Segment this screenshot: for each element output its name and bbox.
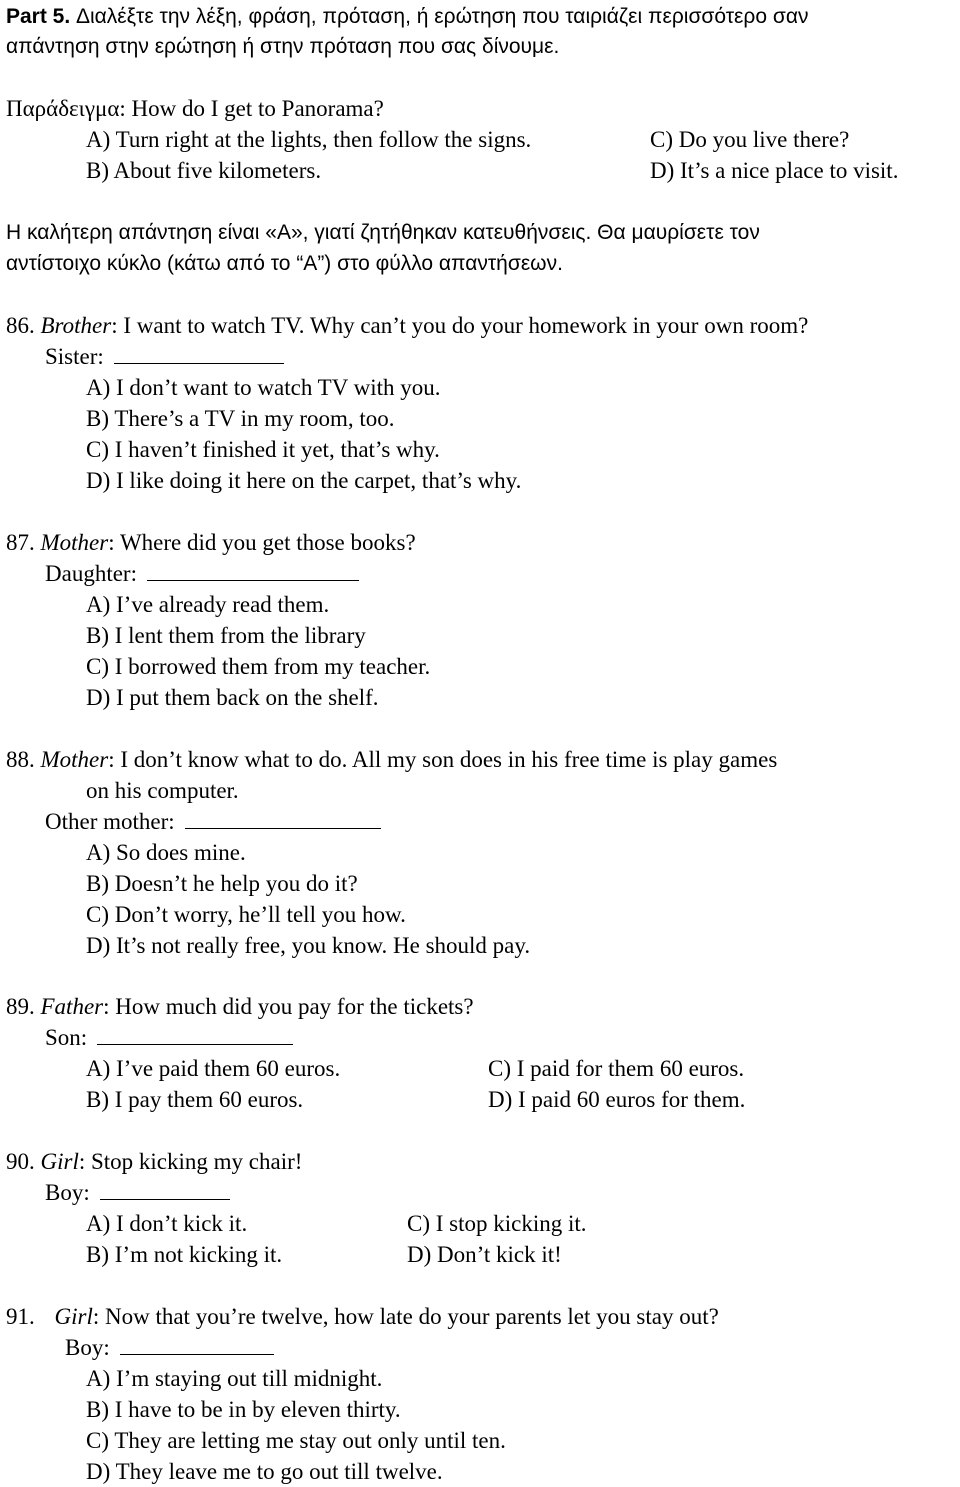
question-text: : Where did you get those books? (108, 530, 416, 555)
example-option-d: D) It’s a nice place to visit. (650, 158, 899, 183)
example-explanation-2: αντίστοιχο κύκλο (κάτω από το “A”) στο φύλλο απαντήσεων. (6, 252, 563, 275)
question-90-responder: Boy: (45, 1177, 230, 1208)
question-88-prompt (6, 744, 777, 775)
question-number: 87. (6, 530, 35, 555)
question-89-responder: Son: (45, 1022, 293, 1053)
question-87-option-a: A) I’ve already read them. (86, 592, 330, 617)
answer-blank (97, 1024, 293, 1045)
example-prompt: Παράδειγμα: How do I get to Panorama? (6, 96, 384, 121)
question-text: : I want to watch TV. Why can’t you do your homework in your own room? (111, 313, 809, 338)
answer-blank (100, 1179, 230, 1200)
question-text: : I don’t know what to do. All my son does in his free time is play games (108, 747, 778, 772)
example-option-a: A) Turn right at the lights, then follow the signs. (86, 127, 532, 152)
question-90-prompt (6, 1146, 302, 1177)
question-86-option-a: A) I don’t want to watch TV with you. (86, 375, 441, 400)
question-87-prompt (6, 527, 416, 558)
instructions-text-1: Διαλέξτε την λέξη, φράση, πρόταση, ή ερώτηση που ταιριάζει περισσότερο σαν (75, 5, 809, 28)
question-91-option-c: C) They are letting me stay out only until ten. (86, 1428, 506, 1453)
question-88-responder: Other mother: (45, 806, 381, 837)
question-87-option-c: C) I borrowed them from my teacher. (86, 654, 431, 679)
question-number: 88. (6, 747, 35, 772)
question-90-option-b: B) I’m not kicking it. (86, 1242, 283, 1267)
responder-label: Daughter (45, 561, 131, 586)
example-option-c: C) Do you live there? (650, 127, 850, 152)
question-91-responder: Boy: (65, 1332, 274, 1363)
speaker-label: Girl (54, 1304, 93, 1329)
question-87-option-b: B) I lent them from the library (86, 623, 366, 648)
question-91-option-a: A) I’m staying out till midnight. (86, 1366, 383, 1391)
answer-blank (147, 560, 359, 581)
question-90-option-d: D) Don’t kick it! (407, 1242, 562, 1267)
speaker-label: Mother (40, 747, 109, 772)
question-88-prompt-continued: on his computer. (86, 778, 239, 803)
answer-blank (185, 808, 381, 829)
question-91-prompt (6, 1301, 719, 1332)
example-option-b: B) About five kilometers. (86, 158, 322, 183)
question-text: : Now that you’re twelve, how late do your parents let you stay out? (92, 1304, 719, 1329)
question-86-responder: Sister: (45, 341, 284, 372)
question-88-option-b: B) Doesn’t he help you do it? (86, 871, 358, 896)
question-87-option-d: D) I put them back on the shelf. (86, 685, 379, 710)
responder-label: Son (45, 1025, 81, 1050)
question-88-option-d: D) It’s not really free, you know. He should pay. (86, 933, 531, 958)
example-explanation-1: Η καλήτερη απάντηση είναι «A», γιατί ζητήθηκαν κατευθήνσεις. Θα μαυρίσετε τον (6, 221, 760, 244)
speaker-label: Brother (40, 313, 112, 338)
question-89-prompt (6, 991, 474, 1022)
question-88-option-a: A) So does mine. (86, 840, 246, 865)
speaker-label: Mother (40, 530, 109, 555)
question-text: : Stop kicking my chair! (78, 1149, 303, 1174)
question-86-option-b: B) There’s a TV in my room, too. (86, 406, 395, 431)
question-89-option-c: C) I paid for them 60 euros. (488, 1056, 745, 1081)
question-88-option-c: C) Don’t worry, he’ll tell you how. (86, 902, 406, 927)
question-86-option-c: C) I haven’t finished it yet, that’s why. (86, 437, 440, 462)
question-89-option-a: A) I’ve paid them 60 euros. (86, 1056, 341, 1081)
instructions-line-1 (6, 0, 808, 32)
responder-label: Boy (65, 1335, 104, 1360)
responder-label: Boy (45, 1180, 84, 1205)
question-91-option-b: B) I have to be in by eleven thirty. (86, 1397, 401, 1422)
question-89-option-b: B) I pay them 60 euros. (86, 1087, 304, 1112)
part-label: Part 5. (6, 5, 71, 28)
responder-label: Other mother (45, 809, 169, 834)
question-91-option-d: D) They leave me to go out till twelve. (86, 1459, 443, 1484)
instructions-line-2: απάντηση στην ερώτηση ή στην πρόταση που σας δίνουμε. (6, 35, 560, 58)
question-87-responder: Daughter: (45, 558, 359, 589)
question-89-option-d: D) I paid 60 euros for them. (488, 1087, 746, 1112)
question-86-option-d: D) I like doing it here on the carpet, that’s why. (86, 468, 522, 493)
responder-label: Sister (45, 344, 98, 369)
speaker-label: Girl (40, 1149, 79, 1174)
question-text: : How much did you pay for the tickets? (103, 994, 474, 1019)
question-number: 91. (6, 1304, 35, 1329)
question-number: 89. (6, 994, 35, 1019)
question-number: 86. (6, 313, 35, 338)
question-number: 90. (6, 1149, 35, 1174)
speaker-label: Father (40, 994, 104, 1019)
answer-blank (114, 343, 284, 364)
question-90-option-c: C) I stop kicking it. (407, 1211, 587, 1236)
question-86-prompt (6, 310, 808, 341)
answer-blank (120, 1334, 274, 1355)
question-90-option-a: A) I don’t kick it. (86, 1211, 248, 1236)
